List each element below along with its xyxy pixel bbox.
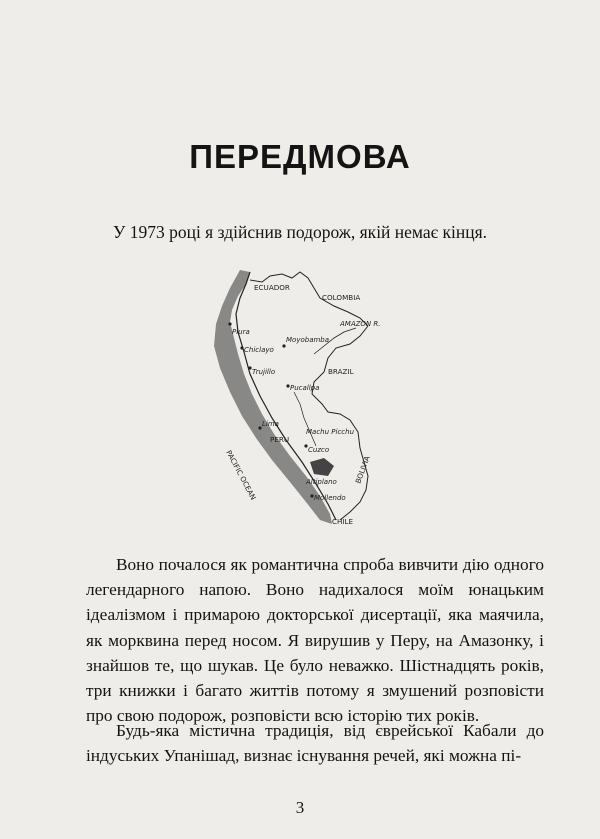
paragraph-1-block [86,552,544,728]
map-label-brazil: BRAZIL [328,367,354,376]
intro-line: У 1973 році я здійснив подорож, якій немає кінця. [112,222,488,242]
map-label-altiplano: Altiplano [306,478,337,486]
map-label-chile: CHILE [332,517,354,526]
map-label-chiclayo: Chiclayo [244,346,274,354]
city-dot-piura [228,322,231,325]
map-label-cuzco: Cuzco [308,446,330,454]
map-label-trujillo: Trujillo [252,368,276,376]
lake-titicaca [310,458,334,476]
map-label-lima: Lima [262,420,279,428]
map-label-peru: PERU [270,435,290,444]
map-label-colombia: COLOMBIA [322,293,361,302]
map-label-ecuador: ECUADOR [254,283,290,292]
map-label-machu-picchu: Machu Picchu [306,428,355,436]
page-number: 3 [295,798,305,817]
city-dot-moyobamba [282,344,285,347]
paragraph-1: Воно почалося як романтична спроба вивчити дію одного легендарного напою. Воно надихалося моїм юнацьким ідеалізмом і примарою докторської дисертації, яка маячила, як морквина перед носом. Я вирушив у Перу, на Амазонку, і знайшов те, що шукав. Це було неважко. Шістнадцять років, три книжки і багато життів потому я змушений розповісти про свою подорож, розповісти всю історію тих років. [86,555,544,726]
map-label-mollendo: Mollendo [314,494,346,502]
map-label-amazon: AMAZON R. [340,320,381,328]
ucayali-river [294,392,316,446]
map-label-pucallpa: Pucallpa [290,384,320,392]
map-label-piura: Piura [232,328,250,336]
map-label-bolivia: BOLIVIA [353,454,372,485]
paragraph-2-block [86,718,544,768]
paragraph-2: Будь-яка містична традиція, від єврейської Кабали до індуських Упанішад, визнає існування речей, які можна пі- [86,721,544,766]
peru-map [210,262,386,532]
page-title: ПЕРЕДМОВА [189,138,411,175]
peru-map-drawing [210,262,386,532]
map-label-pacific: PACIFIC OCEAN [224,448,258,502]
map-label-moyobamba: Moyobamba [286,336,330,344]
